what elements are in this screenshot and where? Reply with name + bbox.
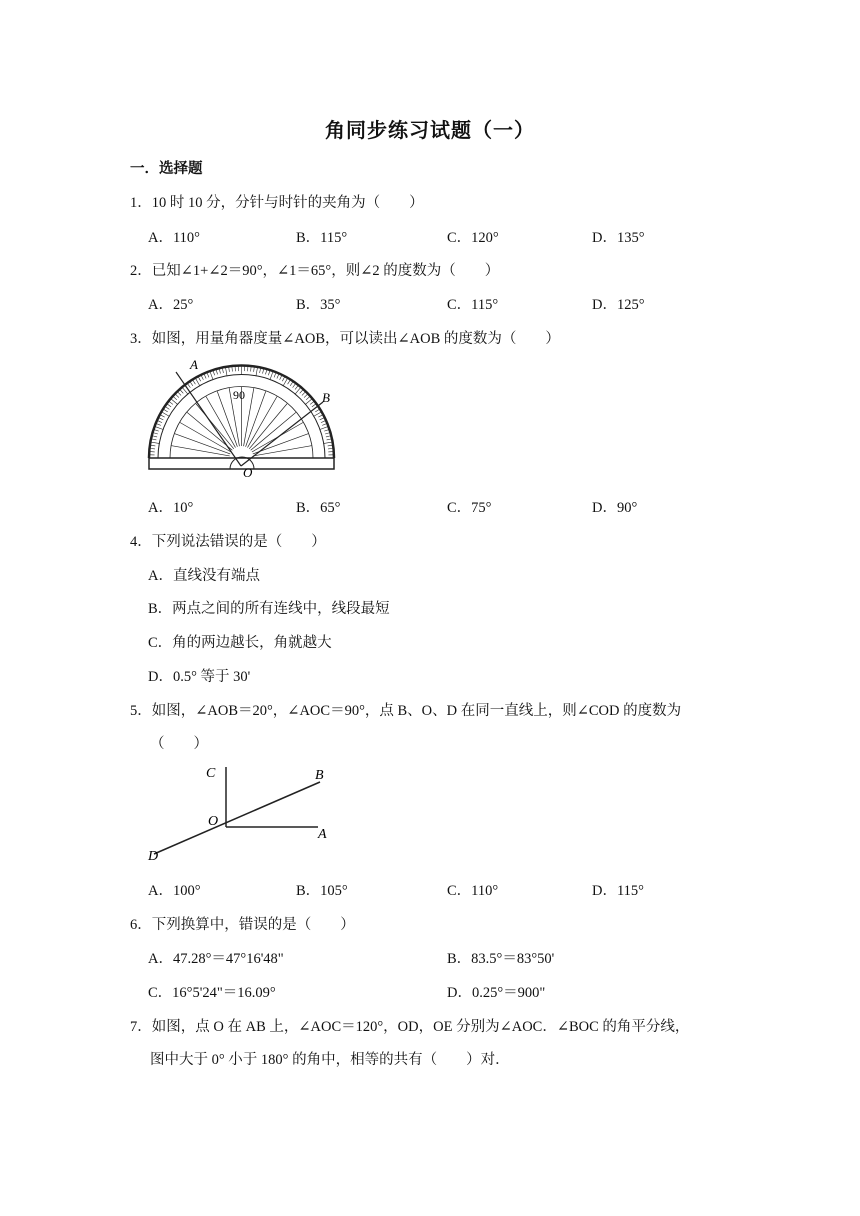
- q3-option-a: A．10°: [148, 500, 194, 516]
- protractor-tick: [207, 373, 209, 378]
- protractor-tick: [178, 392, 181, 396]
- protractor-tick: [283, 378, 288, 386]
- q2-option-a: A．25°: [148, 297, 194, 313]
- protractor-tick: [198, 377, 200, 381]
- q4-option-c: C．角的两边越长，角就越大: [148, 635, 332, 651]
- protractor-tick: [150, 445, 155, 446]
- protractor-tick: [263, 369, 264, 374]
- protractor-tick: [193, 380, 196, 384]
- protractor-tick: [295, 386, 298, 390]
- protractor-tick: [153, 433, 158, 434]
- protractor-tick: [326, 436, 331, 437]
- protractor-tick: [157, 421, 162, 423]
- q3-option-b: B．65°: [296, 500, 341, 516]
- protractor-tick: [318, 415, 322, 417]
- q5-option-d: D．115°: [592, 883, 644, 899]
- protractor-tick: [288, 380, 291, 384]
- protractor-tick: [251, 367, 252, 372]
- protractor-tick: [210, 372, 213, 380]
- protractor-tick: [325, 433, 330, 434]
- protractor-tick: [323, 442, 332, 444]
- q6-option-d: D．0.25°＝900": [447, 985, 546, 1001]
- protractor-ray: [251, 412, 296, 450]
- q5-option-a: A．100°: [148, 883, 201, 899]
- q1-option-b: B．115°: [296, 230, 348, 246]
- protractor-tick: [154, 430, 159, 432]
- protractor-tick: [232, 367, 233, 372]
- q5-option-c: C．110°: [447, 883, 499, 899]
- protractor-tick: [156, 424, 161, 426]
- protractor-tick: [169, 401, 173, 404]
- protractor-tick: [265, 370, 266, 375]
- protractor-tick: [268, 371, 270, 376]
- protractor-tick: [270, 372, 273, 380]
- fig3-label-o: O: [243, 465, 253, 480]
- protractor-tick: [159, 418, 163, 420]
- protractor-tick: [277, 374, 279, 379]
- protractor-tick: [160, 415, 164, 417]
- q4-option-b: B．两点之间的所有连线中，线段最短: [148, 601, 390, 617]
- q1-option-d: D．135°: [592, 230, 645, 246]
- question-6-stem: 6．下列换算中，错误的是（ ）: [130, 917, 355, 933]
- protractor-tick: [293, 384, 296, 388]
- q5-option-b: B．105°: [296, 883, 348, 899]
- protractor-tick: [201, 375, 203, 379]
- fig3-scale-90: 90: [233, 388, 245, 402]
- protractor-tick: [260, 368, 261, 373]
- protractor-tick: [319, 427, 327, 430]
- protractor-tick: [320, 418, 324, 420]
- q3-option-c: C．75°: [447, 500, 492, 516]
- angle-figure: [140, 758, 350, 868]
- question-7-stem-cont: 图中大于 0° 小于 180° 的角中，相等的共有（ ）对．: [150, 1052, 510, 1068]
- question-5-stem: 5．如图，∠AOB＝20°，∠AOC＝90°，点 B、O、D 在同一直线上，则∠COD 的度数为: [130, 703, 682, 719]
- protractor-tick: [310, 401, 314, 404]
- protractor-tick: [302, 392, 305, 396]
- protractor-tick: [324, 430, 329, 432]
- protractor-tick: [175, 394, 179, 397]
- fig3-label-a: A: [190, 357, 198, 372]
- question-5-stem-cont: （ ）: [150, 736, 208, 752]
- question-4-stem: 4．下列说法错误的是（ ）: [130, 534, 326, 550]
- protractor-tick: [290, 382, 293, 386]
- protractor-tick: [226, 367, 228, 376]
- protractor-tick: [187, 384, 190, 388]
- fig5-label-c: C: [206, 766, 216, 781]
- protractor-tick: [190, 382, 193, 386]
- question-3-stem: 3．如图，用量角器度量∠AOB，可以读出∠AOB 的度数为（ ）: [130, 331, 560, 347]
- protractor-tick: [155, 427, 163, 430]
- q4-option-d: D．0.5° 等于 30': [148, 669, 251, 685]
- protractor-tick: [165, 407, 169, 410]
- protractor-tick: [196, 378, 201, 386]
- protractor-tick: [213, 371, 215, 376]
- protractor-ray: [196, 404, 234, 449]
- protractor-tick: [300, 390, 303, 394]
- protractor-tick: [282, 377, 284, 381]
- protractor-tick: [150, 448, 155, 449]
- protractor-tick: [328, 445, 333, 446]
- protractor-tick: [162, 412, 170, 417]
- q6-option-b: B．83.5°＝83°50': [447, 951, 555, 967]
- question-2-stem: 2．已知∠1+∠2＝90°，∠1＝65°，则∠2 的度数为（ ）: [130, 263, 500, 279]
- protractor-tick: [180, 390, 183, 394]
- q6-option-c: C．16°5'24"＝16.09°: [148, 985, 276, 1001]
- protractor-tick: [254, 367, 255, 372]
- protractor-tick: [306, 396, 310, 399]
- protractor-tick: [315, 409, 319, 412]
- q2-option-c: C．115°: [447, 297, 499, 313]
- q1-option-a: A．110°: [148, 230, 200, 246]
- protractor-tick: [152, 439, 157, 440]
- protractor-tick: [274, 373, 276, 378]
- protractor-tick: [328, 448, 333, 449]
- question-1-stem: 1．10 时 10 分，分针与时针的夹角为（ ）: [130, 195, 424, 211]
- page-title: 角同步练习试题（一）: [325, 120, 535, 142]
- protractor-tick: [152, 436, 157, 437]
- protractor-tick: [163, 409, 167, 412]
- fig5-label-b: B: [315, 768, 324, 783]
- protractor-tick: [173, 396, 177, 399]
- fig3-label-b: B: [322, 390, 330, 405]
- protractor-tick: [219, 369, 220, 374]
- protractor-ray: [249, 404, 287, 449]
- q4-option-a: A．直线没有端点: [148, 568, 260, 584]
- protractor-figure: [140, 355, 345, 480]
- protractor-tick: [322, 424, 327, 426]
- q6-option-a: A．47.28°＝47°16'48": [148, 951, 284, 967]
- protractor-tick: [280, 375, 282, 379]
- fig5-label-a: A: [318, 827, 327, 842]
- q3-option-d: D．90°: [592, 500, 638, 516]
- protractor-tick: [151, 442, 160, 444]
- section-heading: 一．选择题: [130, 161, 203, 177]
- protractor-tick: [304, 394, 308, 397]
- protractor-tick: [256, 367, 258, 376]
- protractor-tick: [204, 374, 206, 379]
- fig5-label-o: O: [208, 814, 219, 829]
- protractor-tick: [229, 367, 230, 372]
- protractor-tick: [312, 404, 316, 407]
- protractor-tick: [327, 439, 332, 440]
- question-7-stem: 7．如图，点 O 在 AB 上，∠AOC＝120°，OD，OE 分别为∠AOC．∠BOC 的角平分线，: [130, 1019, 690, 1035]
- protractor-tick: [222, 368, 223, 373]
- q1-option-c: C．120°: [447, 230, 499, 246]
- protractor-tick: [216, 370, 217, 375]
- protractor-tick: [313, 412, 321, 417]
- fig5-label-d: D: [148, 849, 159, 864]
- q2-option-b: B．35°: [296, 297, 341, 313]
- protractor-tick: [167, 404, 171, 407]
- q2-option-d: D．125°: [592, 297, 645, 313]
- protractor-tick: [321, 421, 326, 423]
